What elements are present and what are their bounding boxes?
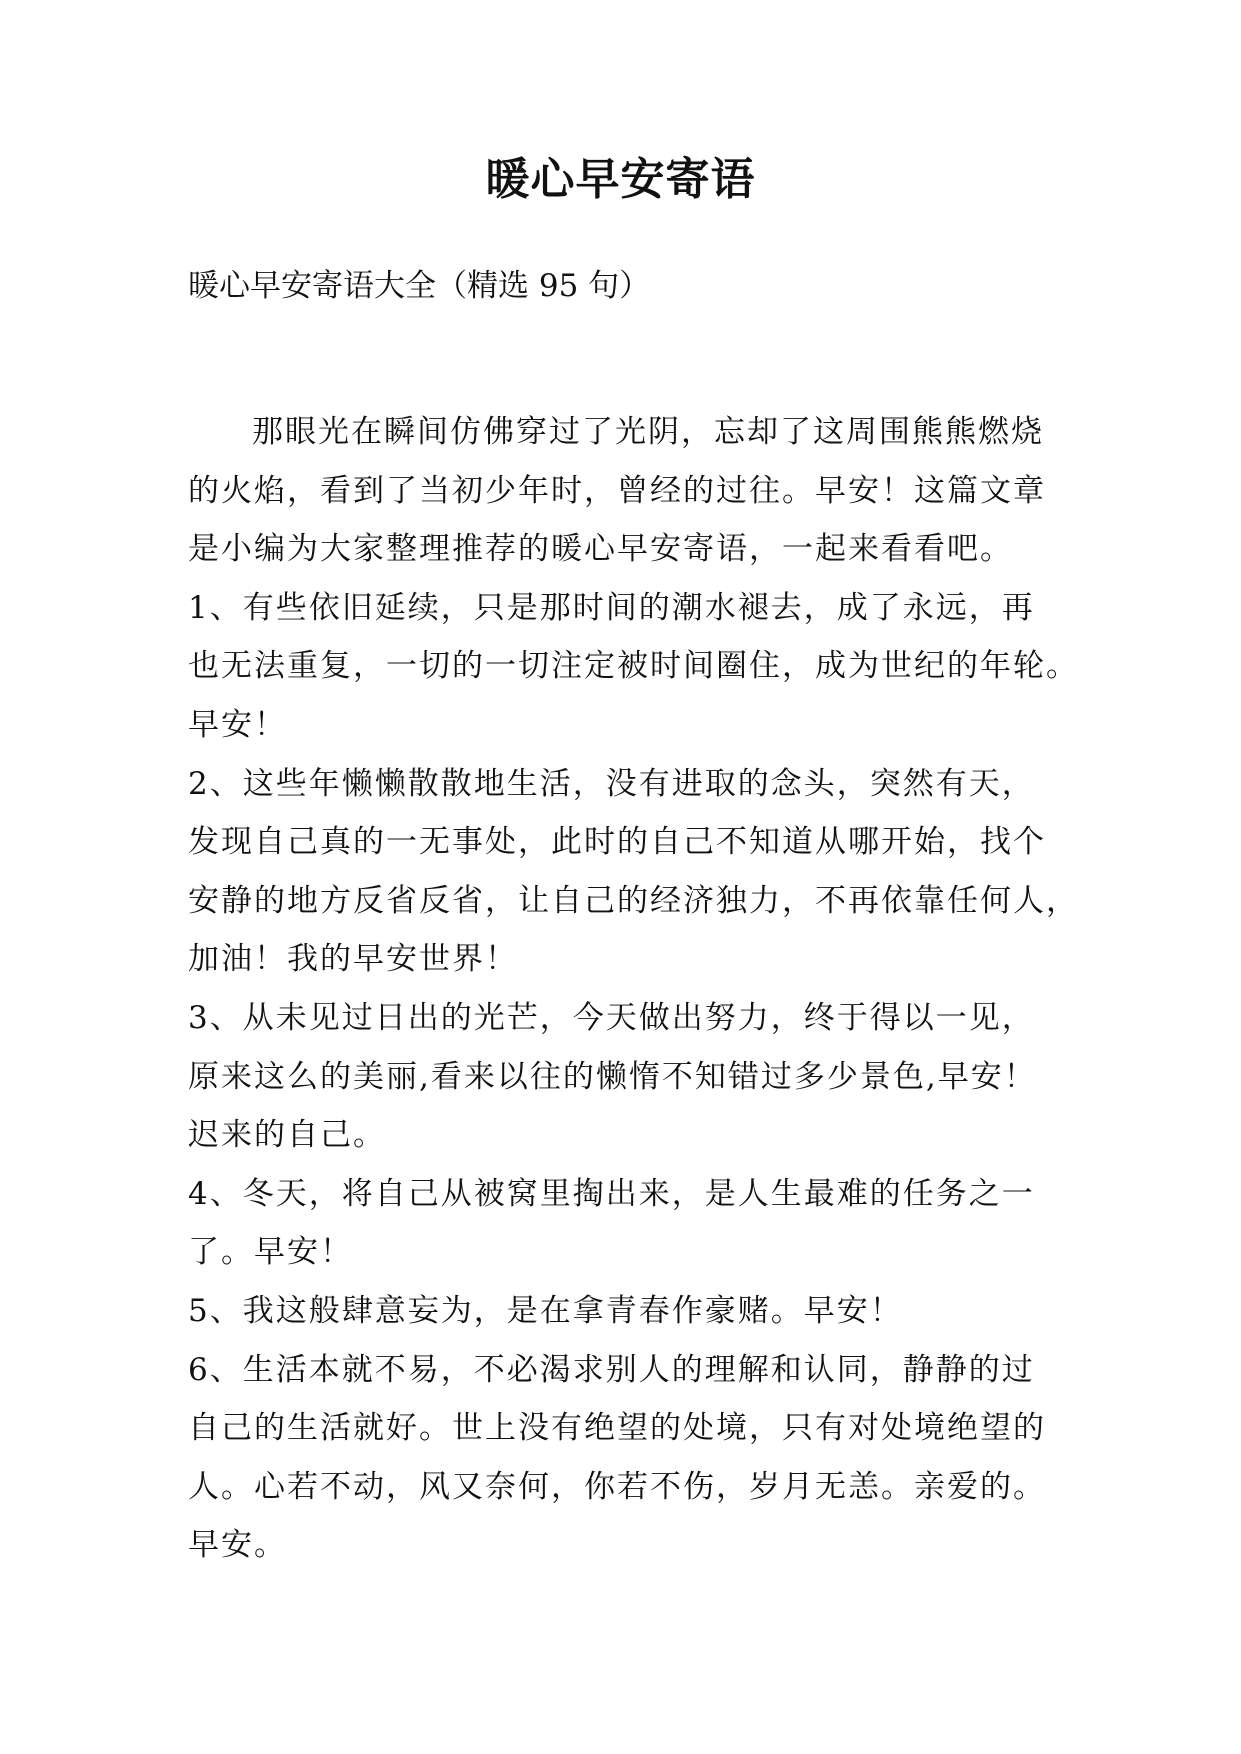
item-4-line: 了。早安！ bbox=[188, 1234, 353, 1271]
item-2-line: 安静的地方反省反省，让自己的经济独力，不再依靠任何人， bbox=[188, 882, 1079, 919]
page-title: 暖心早安寄语 bbox=[485, 154, 756, 205]
item-1-line: 1、有些依旧延续，只是那时间的潮水褪去，成了永远，再 bbox=[188, 589, 1035, 626]
item-6-line: 6、生活本就不易，不必渴求别人的理解和认同，静静的过 bbox=[188, 1351, 1035, 1388]
item-6-line: 早安。 bbox=[188, 1527, 287, 1564]
item-3-line: 3、从未见过日出的光芒，今天做出努力，终于得以一见， bbox=[188, 999, 1035, 1036]
item-2-line: 加油！我的早安世界！ bbox=[188, 941, 518, 978]
item-1-line: 也无法重复，一切的一切注定被时间圈住，成为世纪的年轮。 bbox=[188, 648, 1079, 685]
intro-line: 的火焰，看到了当初少年时，曾经的过往。早安！这篇文章 bbox=[188, 472, 1046, 509]
item-3-line: 迟来的自己。 bbox=[188, 1117, 386, 1154]
item-4-line: 4、冬天，将自己从被窝里掏出来，是人生最难的任务之一 bbox=[188, 1175, 1035, 1212]
item-6-line: 人。心若不动，风又奈何，你若不伤，岁月无恙。亲爱的。 bbox=[188, 1468, 1046, 1505]
document-subtitle: 暖心早安寄语大全（精选 95 句） bbox=[188, 268, 651, 304]
item-3-line: 原来这么的美丽,看来以往的懒惰不知错过多少景色,早安！ bbox=[188, 1058, 1037, 1095]
intro-line: 那眼光在瞬间仿佛穿过了光阴，忘却了这周围熊熊燃烧 bbox=[252, 414, 1044, 450]
item-1-line: 早安！ bbox=[188, 706, 287, 743]
item-2-line: 发现自己真的一无事处，此时的自己不知道从哪开始，找个 bbox=[188, 824, 1046, 861]
document-body bbox=[188, 403, 1088, 1575]
item-6-line: 自己的生活就好。世上没有绝望的处境，只有对处境绝望的 bbox=[188, 1410, 1046, 1447]
item-2-line: 2、这些年懒懒散散地生活，没有进取的念头，突然有天， bbox=[188, 765, 1035, 802]
item-5-line: 5、我这般肆意妄为，是在拿青春作豪赌。早安！ bbox=[188, 1292, 903, 1329]
intro-line: 是小编为大家整理推荐的暖心早安寄语，一起来看看吧。 bbox=[188, 531, 1013, 568]
